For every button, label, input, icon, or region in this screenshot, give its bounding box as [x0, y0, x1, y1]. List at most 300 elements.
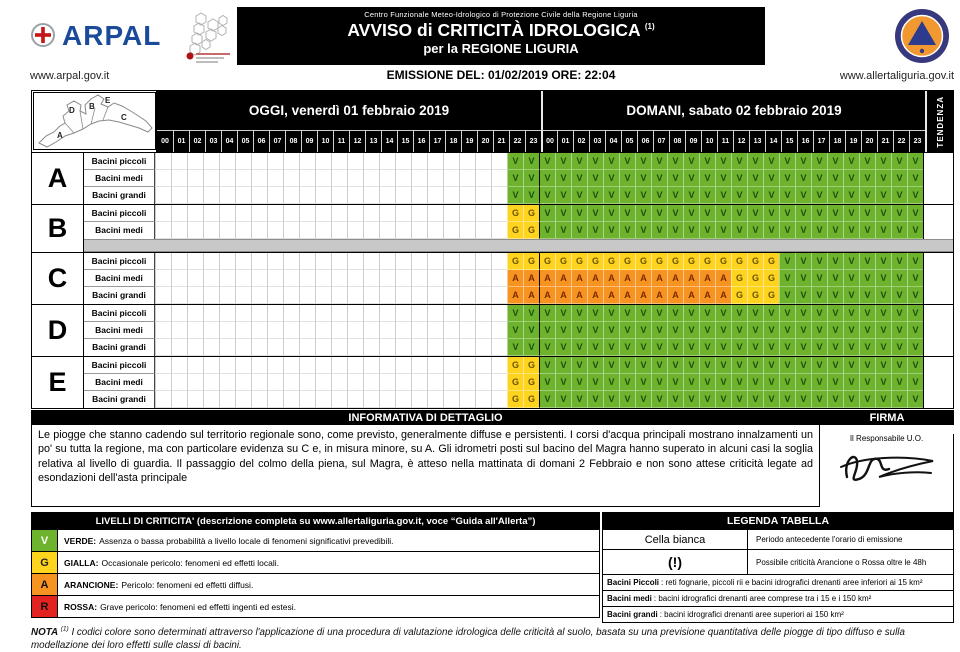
hour-label: 13: [749, 130, 765, 152]
banner-subtitle-top: Centro Funzionale Meteo-Idrologico di Protezione Civile della Regione Liguria: [364, 10, 638, 19]
criticality-cell: [363, 270, 379, 287]
criticality-cell: [363, 170, 379, 187]
criticality-cell: V: [507, 187, 523, 204]
livelli-title: LIVELLI DI CRITICITA' (descrizione completa su www.allertaliguria.gov.it, voce “Guida all'Allerta”): [32, 513, 599, 529]
criticality-cell: [235, 357, 251, 374]
zone-block-b: [32, 204, 953, 252]
hour-label: 22: [893, 130, 909, 152]
criticality-cell: V: [843, 222, 859, 239]
criticality-cell: [203, 287, 219, 304]
criticality-cell: [363, 305, 379, 322]
criticality-cell: V: [523, 187, 539, 204]
criticality-cell: [187, 287, 203, 304]
criticality-cell: V: [779, 253, 795, 270]
criticality-cell: [171, 270, 187, 287]
criticality-cell: V: [683, 391, 699, 408]
arancione-desc: ARANCIONE: Pericolo: fenomeni ed effetti diffusi.: [64, 579, 254, 590]
criticality-cell: V: [555, 222, 571, 239]
criticality-cell: [459, 222, 475, 239]
criticality-cell: [219, 170, 235, 187]
criticality-cell: V: [859, 357, 875, 374]
basin-row-label: Bacini grandi: [84, 339, 155, 356]
criticality-cell: [187, 339, 203, 356]
criticality-cell: [475, 270, 491, 287]
criticality-cell: [379, 357, 395, 374]
criticality-cell: V: [555, 153, 571, 170]
criticality-cell: V: [571, 374, 587, 391]
criticality-cell: V: [667, 322, 683, 339]
criticality-cell: V: [891, 374, 907, 391]
criticality-cell: V: [587, 222, 603, 239]
criticality-cell: [283, 287, 299, 304]
criticality-cell: V: [907, 322, 923, 339]
excl-symbol: (!): [603, 550, 748, 574]
criticality-cell: [235, 391, 251, 408]
criticality-cell: V: [747, 187, 763, 204]
criticality-cell: V: [827, 305, 843, 322]
criticality-cell: [187, 253, 203, 270]
criticality-cell: [315, 391, 331, 408]
criticality-cell: A: [539, 270, 555, 287]
criticality-cell: [379, 253, 395, 270]
cella-bianca-label: Cella bianca: [603, 530, 748, 549]
hour-label: 15: [781, 130, 797, 152]
banner-title: AVVISO di CRITICITÀ IDROLOGICA $^{(1)}$: [347, 20, 655, 40]
criticality-cell: V: [859, 339, 875, 356]
legenda-row-excl: [603, 549, 953, 574]
criticality-cell: V: [843, 391, 859, 408]
criticality-cell: G: [731, 287, 747, 304]
criticality-cell: V: [907, 205, 923, 222]
criticality-cell: V: [891, 305, 907, 322]
criticality-cell: V: [539, 374, 555, 391]
criticality-cell: V: [635, 222, 651, 239]
criticality-cell: [395, 322, 411, 339]
basin-row: [84, 205, 923, 222]
criticality-cell: V: [619, 170, 635, 187]
criticality-cell: A: [715, 287, 731, 304]
criticality-cell: V: [811, 287, 827, 304]
criticality-cell: V: [779, 205, 795, 222]
criticality-cell: V: [651, 339, 667, 356]
criticality-cell: V: [667, 187, 683, 204]
tomorrow-header: DOMANI, sabato 02 febbraio 2019: [541, 91, 925, 130]
criticality-cell: G: [667, 253, 683, 270]
basin-row-label: Bacini grandi: [84, 187, 155, 204]
arpal-logo: [30, 20, 161, 52]
criticality-cell: A: [587, 270, 603, 287]
hour-label: 21: [493, 130, 509, 152]
hour-label: 13: [365, 130, 381, 152]
basin-row-label: Bacini grandi: [84, 287, 155, 304]
criticality-cell: [475, 357, 491, 374]
protezione-civile-logo: [894, 8, 950, 69]
hour-label: 00: [157, 130, 173, 152]
basin-row-label: Bacini piccoli: [84, 253, 155, 270]
criticality-cell: V: [843, 270, 859, 287]
criticality-cell: V: [907, 339, 923, 356]
criticality-cell: V: [619, 391, 635, 408]
criticality-cell: V: [651, 391, 667, 408]
criticality-cell: V: [875, 322, 891, 339]
criticality-cell: V: [715, 170, 731, 187]
criticality-cell: V: [619, 222, 635, 239]
criticality-cell: V: [843, 153, 859, 170]
criticality-cell: V: [523, 339, 539, 356]
arpal-url-link[interactable]: www.arpal.gov.it: [30, 70, 110, 82]
criticality-cell: V: [763, 153, 779, 170]
arpal-wordmark: ARPAL: [62, 20, 162, 51]
criticality-cell: V: [603, 374, 619, 391]
criticality-cell: [235, 305, 251, 322]
criticality-cell: V: [651, 205, 667, 222]
criticality-cell: [315, 339, 331, 356]
criticality-cell: V: [555, 374, 571, 391]
hour-label: 07: [653, 130, 669, 152]
criticality-cell: [443, 253, 459, 270]
criticality-cell: V: [683, 339, 699, 356]
criticality-cell: V: [907, 270, 923, 287]
criticality-cell: V: [731, 153, 747, 170]
criticality-cell: [203, 153, 219, 170]
criticality-cell: V: [811, 187, 827, 204]
criticality-cell: V: [907, 357, 923, 374]
criticality-cell: [411, 339, 427, 356]
hour-label: 17: [813, 130, 829, 152]
criticality-cell: [155, 357, 171, 374]
criticality-cell: [219, 205, 235, 222]
criticality-cell: [251, 270, 267, 287]
criticality-cell: G: [699, 253, 715, 270]
criticality-cell: [155, 339, 171, 356]
criticality-cell: [219, 339, 235, 356]
hour-label: 20: [861, 130, 877, 152]
hour-label: 05: [237, 130, 253, 152]
criticality-cell: G: [523, 222, 539, 239]
criticality-cell: V: [811, 270, 827, 287]
criticality-cell: V: [811, 305, 827, 322]
criticality-cell: V: [619, 205, 635, 222]
criticality-cell: V: [507, 305, 523, 322]
title-banner: [237, 7, 765, 65]
criticality-cell: V: [779, 322, 795, 339]
criticality-cell: [443, 374, 459, 391]
criticality-cell: [155, 153, 171, 170]
criticality-cell: V: [683, 205, 699, 222]
criticality-cell: V: [843, 205, 859, 222]
criticality-cell: [491, 253, 507, 270]
criticality-cell: [459, 305, 475, 322]
criticality-cell: [171, 357, 187, 374]
criticality-cell: [443, 391, 459, 408]
criticality-cell: V: [795, 270, 811, 287]
criticality-cell: V: [779, 187, 795, 204]
criticality-cell: [427, 357, 443, 374]
criticality-cell: V: [875, 153, 891, 170]
criticality-cell: V: [763, 374, 779, 391]
criticality-cell: [299, 357, 315, 374]
criticality-cell: V: [603, 357, 619, 374]
criticality-cell: V: [539, 205, 555, 222]
criticality-cell: V: [539, 222, 555, 239]
basin-row-label: Bacini medi: [84, 270, 155, 287]
tendenza-cell: [923, 153, 953, 204]
criticality-cell: G: [507, 374, 523, 391]
map-zone-b-label: B: [89, 102, 95, 111]
criticality-cell: [187, 153, 203, 170]
livelli-legend: [31, 512, 600, 618]
criticality-cell: V: [907, 287, 923, 304]
criticality-cell: [251, 391, 267, 408]
criticality-cell: [283, 270, 299, 287]
rossa-swatch: R: [32, 596, 58, 617]
criticality-cell: V: [843, 170, 859, 187]
criticality-cell: G: [619, 253, 635, 270]
criticality-cell: V: [523, 322, 539, 339]
allertaliguria-url-link[interactable]: www.allertaliguria.gov.it: [839, 70, 954, 82]
criticality-cell: [363, 205, 379, 222]
criticality-cell: [331, 270, 347, 287]
criticality-cell: V: [747, 357, 763, 374]
criticality-cell: V: [715, 222, 731, 239]
criticality-cell: [187, 391, 203, 408]
criticality-cell: G: [747, 287, 763, 304]
hour-label: 02: [189, 130, 205, 152]
criticality-cell: [203, 357, 219, 374]
criticality-cell: [475, 205, 491, 222]
basin-row-label: Bacini grandi: [84, 391, 155, 408]
criticality-cell: V: [811, 339, 827, 356]
criticality-cell: V: [859, 187, 875, 204]
criticality-cell: [267, 391, 283, 408]
criticality-cell: [171, 391, 187, 408]
basin-row-label: Bacini piccoli: [84, 357, 155, 374]
criticality-cell: [187, 357, 203, 374]
criticality-cell: [491, 339, 507, 356]
criticality-cell: [443, 187, 459, 204]
criticality-cell: [347, 287, 363, 304]
criticality-cell: V: [571, 170, 587, 187]
tendenza-cell: [923, 205, 953, 239]
criticality-cell: [395, 187, 411, 204]
criticality-cell: V: [715, 339, 731, 356]
criticality-cell: V: [619, 322, 635, 339]
criticality-cell: V: [635, 153, 651, 170]
criticality-cell: [427, 153, 443, 170]
liguria-zones-map: [32, 91, 157, 152]
criticality-cell: V: [539, 391, 555, 408]
criticality-cell: V: [699, 357, 715, 374]
criticality-cell: V: [907, 170, 923, 187]
criticality-cell: V: [763, 170, 779, 187]
hour-label: 23: [525, 130, 541, 152]
hour-label: 08: [285, 130, 301, 152]
criticality-cell: [459, 270, 475, 287]
hour-label: 05: [621, 130, 637, 152]
criticality-cell: [315, 153, 331, 170]
criticality-cell: V: [683, 153, 699, 170]
criticality-cell: A: [619, 287, 635, 304]
criticality-cell: V: [891, 170, 907, 187]
criticality-cell: V: [651, 305, 667, 322]
criticality-cell: [187, 270, 203, 287]
criticality-cell: [283, 339, 299, 356]
criticality-cell: [443, 205, 459, 222]
criticality-cell: V: [891, 222, 907, 239]
criticality-cell: V: [571, 391, 587, 408]
criticality-cell: V: [859, 270, 875, 287]
criticality-cell: V: [555, 357, 571, 374]
criticality-cell: [491, 170, 507, 187]
criticality-cell: [491, 270, 507, 287]
criticality-cell: V: [859, 391, 875, 408]
criticality-cell: [459, 391, 475, 408]
criticality-cell: V: [859, 153, 875, 170]
criticality-cell: [267, 253, 283, 270]
criticality-cell: [251, 253, 267, 270]
criticality-cell: V: [619, 374, 635, 391]
criticality-cell: [267, 322, 283, 339]
criticality-cell: [331, 339, 347, 356]
criticality-cell: [475, 322, 491, 339]
criticality-cell: [251, 187, 267, 204]
criticality-cell: [411, 391, 427, 408]
hour-label: 12: [733, 130, 749, 152]
criticality-cell: V: [891, 187, 907, 204]
map-zone-e-label: E: [105, 96, 111, 105]
criticality-cell: V: [683, 357, 699, 374]
criticality-cell: [155, 222, 171, 239]
criticality-cell: V: [731, 305, 747, 322]
criticality-cell: [267, 287, 283, 304]
criticality-cell: V: [667, 222, 683, 239]
criticality-cell: [331, 287, 347, 304]
criticality-cell: [219, 270, 235, 287]
criticality-cell: G: [539, 253, 555, 270]
criticality-cell: V: [859, 374, 875, 391]
criticality-cell: V: [667, 170, 683, 187]
criticality-cell: [427, 305, 443, 322]
criticality-cell: V: [683, 187, 699, 204]
criticality-cell: V: [603, 391, 619, 408]
criticality-cell: V: [699, 187, 715, 204]
criticality-cell: V: [555, 322, 571, 339]
hour-label: 06: [253, 130, 269, 152]
criticality-cell: V: [747, 222, 763, 239]
arpal-crest-icon: [30, 21, 56, 51]
criticality-cell: [395, 305, 411, 322]
criticality-cell: [411, 222, 427, 239]
criticality-cell: G: [763, 253, 779, 270]
livelli-row-verde: [32, 529, 599, 551]
criticality-cell: [155, 205, 171, 222]
criticality-cell: V: [907, 222, 923, 239]
criticality-cell: V: [555, 305, 571, 322]
hour-label: 09: [685, 130, 701, 152]
criticality-cell: V: [779, 374, 795, 391]
criticality-cell: A: [619, 270, 635, 287]
criticality-cell: [235, 374, 251, 391]
basin-row: [84, 170, 923, 187]
criticality-cell: V: [827, 287, 843, 304]
criticality-cell: [315, 222, 331, 239]
criticality-cell: [299, 187, 315, 204]
criticality-cell: A: [555, 287, 571, 304]
criticality-cell: [203, 253, 219, 270]
criticality-cell: [427, 339, 443, 356]
banner-footnote-ref: (1): [644, 22, 655, 32]
criticality-cell: [443, 153, 459, 170]
criticality-cell: [251, 287, 267, 304]
criticality-cell: [411, 205, 427, 222]
criticality-cell: V: [747, 322, 763, 339]
criticality-cell: [219, 322, 235, 339]
criticality-cell: V: [907, 374, 923, 391]
criticality-cell: [155, 270, 171, 287]
criticality-cell: [155, 322, 171, 339]
criticality-cell: [459, 253, 475, 270]
arancione-swatch: A: [32, 574, 58, 595]
criticality-cell: [331, 253, 347, 270]
criticality-cell: V: [619, 357, 635, 374]
criticality-cell: V: [603, 339, 619, 356]
livelli-row-gialla: [32, 551, 599, 573]
criticality-cell: [267, 305, 283, 322]
criticality-cell: [187, 187, 203, 204]
criticality-cell: V: [651, 153, 667, 170]
tendenza-label: TENDENZA: [935, 95, 945, 148]
basin-row: [84, 222, 923, 239]
criticality-cell: V: [891, 287, 907, 304]
hours-row: [157, 130, 925, 152]
criticality-cell: G: [523, 391, 539, 408]
criticality-cell: V: [715, 391, 731, 408]
criticality-cell: V: [859, 205, 875, 222]
hour-label: 18: [445, 130, 461, 152]
hour-label: 03: [589, 130, 605, 152]
hour-label: 08: [669, 130, 685, 152]
criticality-cell: [475, 374, 491, 391]
criticality-cell: [379, 391, 395, 408]
criticality-cell: [251, 322, 267, 339]
criticality-cell: V: [763, 322, 779, 339]
criticality-cell: V: [651, 222, 667, 239]
basin-row-label: Bacini piccoli: [84, 153, 155, 170]
criticality-cell: [299, 253, 315, 270]
criticality-cell: [411, 187, 427, 204]
criticality-cell: [171, 222, 187, 239]
criticality-cell: V: [603, 322, 619, 339]
criticality-cell: V: [587, 322, 603, 339]
criticality-cell: A: [699, 270, 715, 287]
criticality-cell: V: [619, 305, 635, 322]
criticality-cell: [219, 222, 235, 239]
informativa-section: [31, 410, 954, 516]
criticality-cell: [379, 205, 395, 222]
criticality-cell: V: [699, 305, 715, 322]
criticality-cell: [267, 170, 283, 187]
criticality-cell: [299, 153, 315, 170]
criticality-cell: V: [635, 374, 651, 391]
criticality-cell: V: [699, 205, 715, 222]
zone-letter-d: D: [32, 305, 84, 356]
criticality-cell: [315, 322, 331, 339]
criticality-cell: V: [619, 339, 635, 356]
criticality-cell: V: [651, 187, 667, 204]
criticality-cell: V: [699, 391, 715, 408]
criticality-cell: V: [843, 357, 859, 374]
criticality-cell: V: [635, 305, 651, 322]
